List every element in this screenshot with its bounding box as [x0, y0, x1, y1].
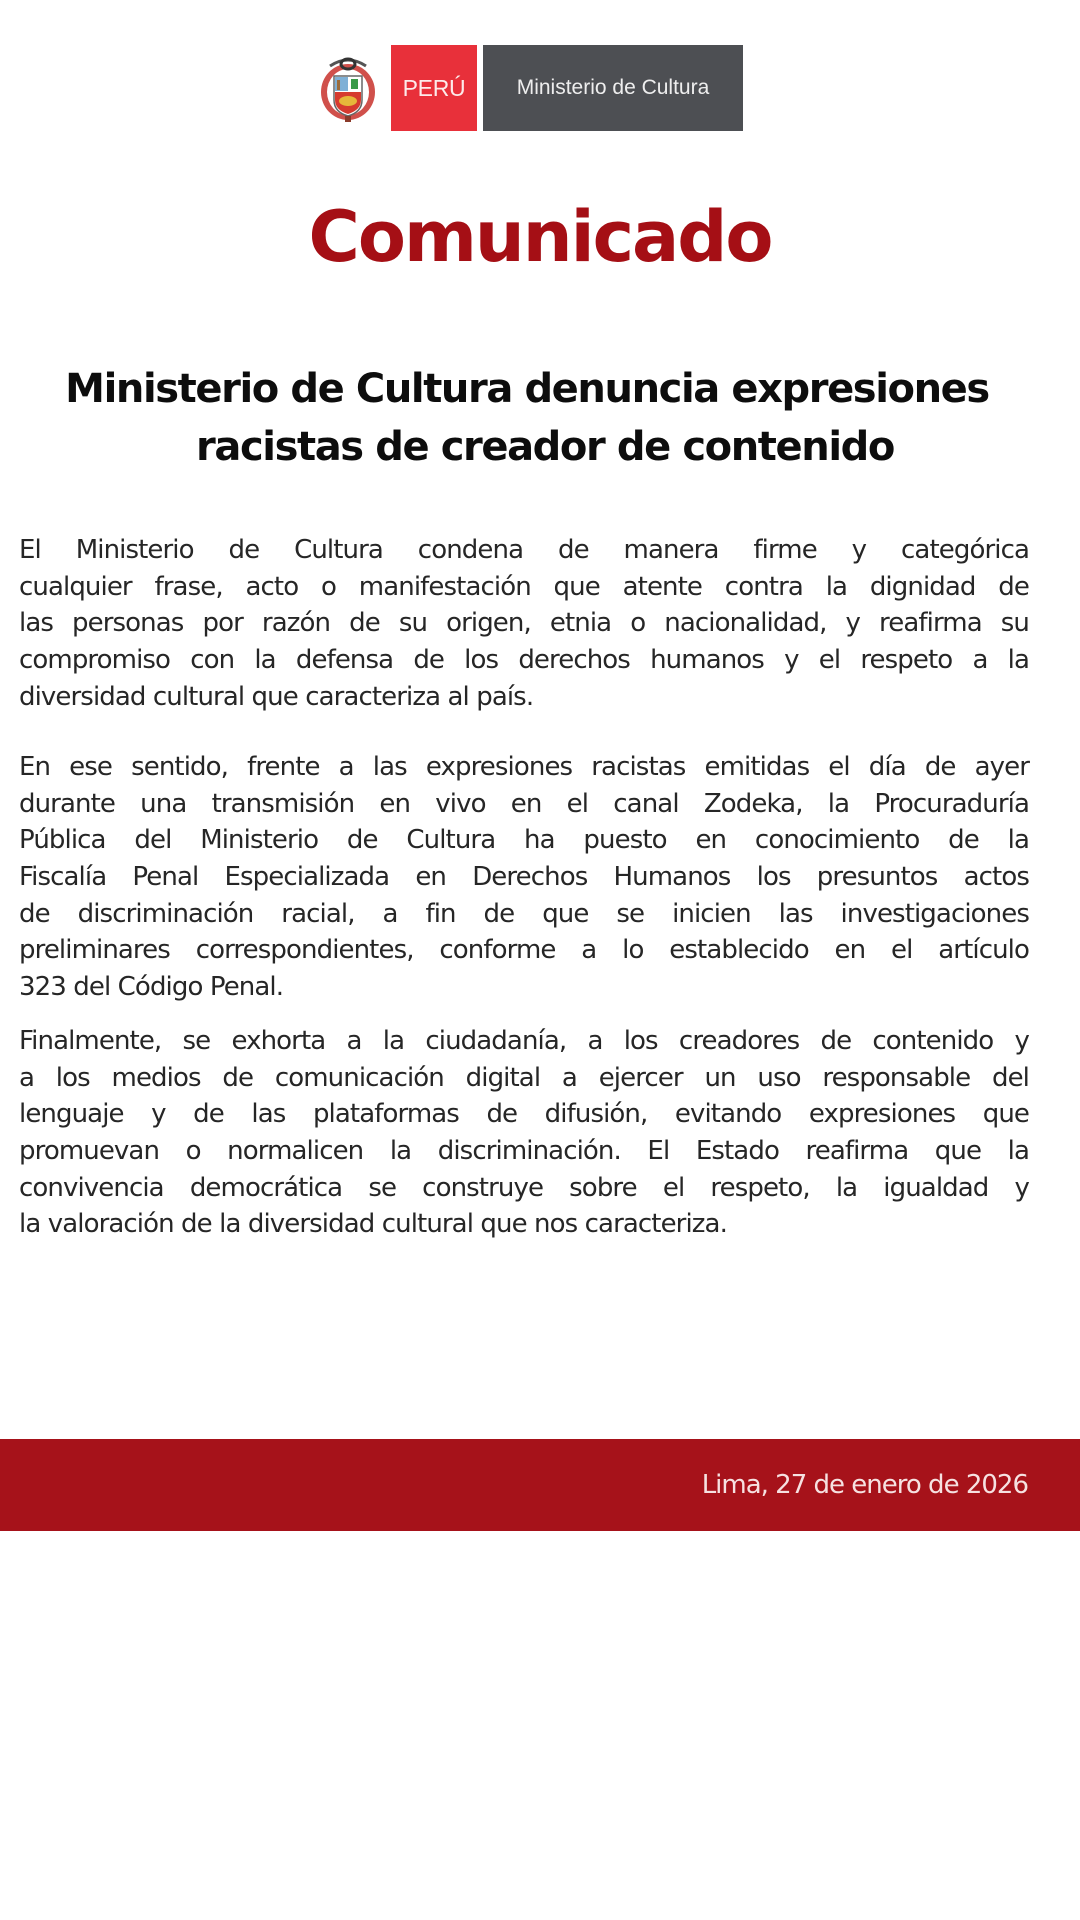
text-line: El Ministerio de Cultura condena de manera firme y categórica: [19, 535, 1029, 565]
page-title: Comunicado: [308, 196, 772, 278]
ministry-brand-box: [483, 45, 743, 131]
text-line: Fiscalía Penal Especializada en Derechos Humanos los presuntos actos: [19, 862, 1029, 893]
ministry-logo: [318, 45, 743, 131]
text-line: promuevan o normalicen la discriminación. El Estado reafirma que la: [19, 1136, 1029, 1167]
text-line: cualquier frase, acto o manifestación que atente contra la dignidad de: [19, 571, 1029, 602]
peru-brand-box: [391, 45, 477, 131]
text-line: diversidad cultural que caracteriza al país.: [19, 681, 534, 712]
text-line: compromiso con la defensa de los derechos humanos y el respeto a la: [19, 645, 1029, 676]
headline-line-2: racistas de creador de contenido: [196, 424, 894, 470]
footer-band: [0, 1439, 1080, 1531]
peru-coat-of-arms-icon: [318, 52, 378, 124]
text-line: En ese sentido, frente a las expresiones racistas emitidas el día de ayer: [19, 752, 1029, 782]
headline: [0, 360, 1054, 476]
text-line: 323 del Código Penal.: [19, 972, 284, 1003]
country-label: PERÚ: [402, 74, 466, 101]
text-line: durante una transmisión en vivo en el canal Zodeka, la Procuraduría: [19, 788, 1029, 819]
body-paragraph-1: [19, 532, 1029, 715]
text-line: de discriminación racial, a fin de que se inicien las investigaciones: [19, 898, 1029, 929]
headline-line-1: Ministerio de Cultura denuncia expresiones: [65, 366, 989, 412]
text-line: convivencia democrática se construye sobre el respeto, la igualdad y: [19, 1172, 1029, 1203]
text-line: a los medios de comunicación digital a ejercer un uso responsable del: [19, 1062, 1029, 1093]
text-line: lenguaje y de las plataformas de difusión, evitando expresiones que: [19, 1099, 1029, 1130]
text-line: Finalmente, se exhorta a la ciudadanía, a los creadores de contenido y: [19, 1026, 1029, 1056]
body-paragraph-2: [19, 749, 1029, 1006]
text-line: preliminares correspondientes, conforme a lo establecido en el artículo: [19, 935, 1029, 966]
place-date: Lima, 27 de enero de 2026: [701, 1470, 1028, 1500]
ministry-label: Ministerio de Cultura: [516, 76, 710, 99]
body-paragraph-3: [19, 1023, 1029, 1243]
text-line: la valoración de la diversidad cultural que nos caracteriza.: [19, 1209, 727, 1240]
text-line: las personas por razón de su origen, etnia o nacionalidad, y reafirma su: [19, 608, 1029, 639]
text-line: Pública del Ministerio de Cultura ha puesto en conocimiento de la: [19, 825, 1029, 856]
